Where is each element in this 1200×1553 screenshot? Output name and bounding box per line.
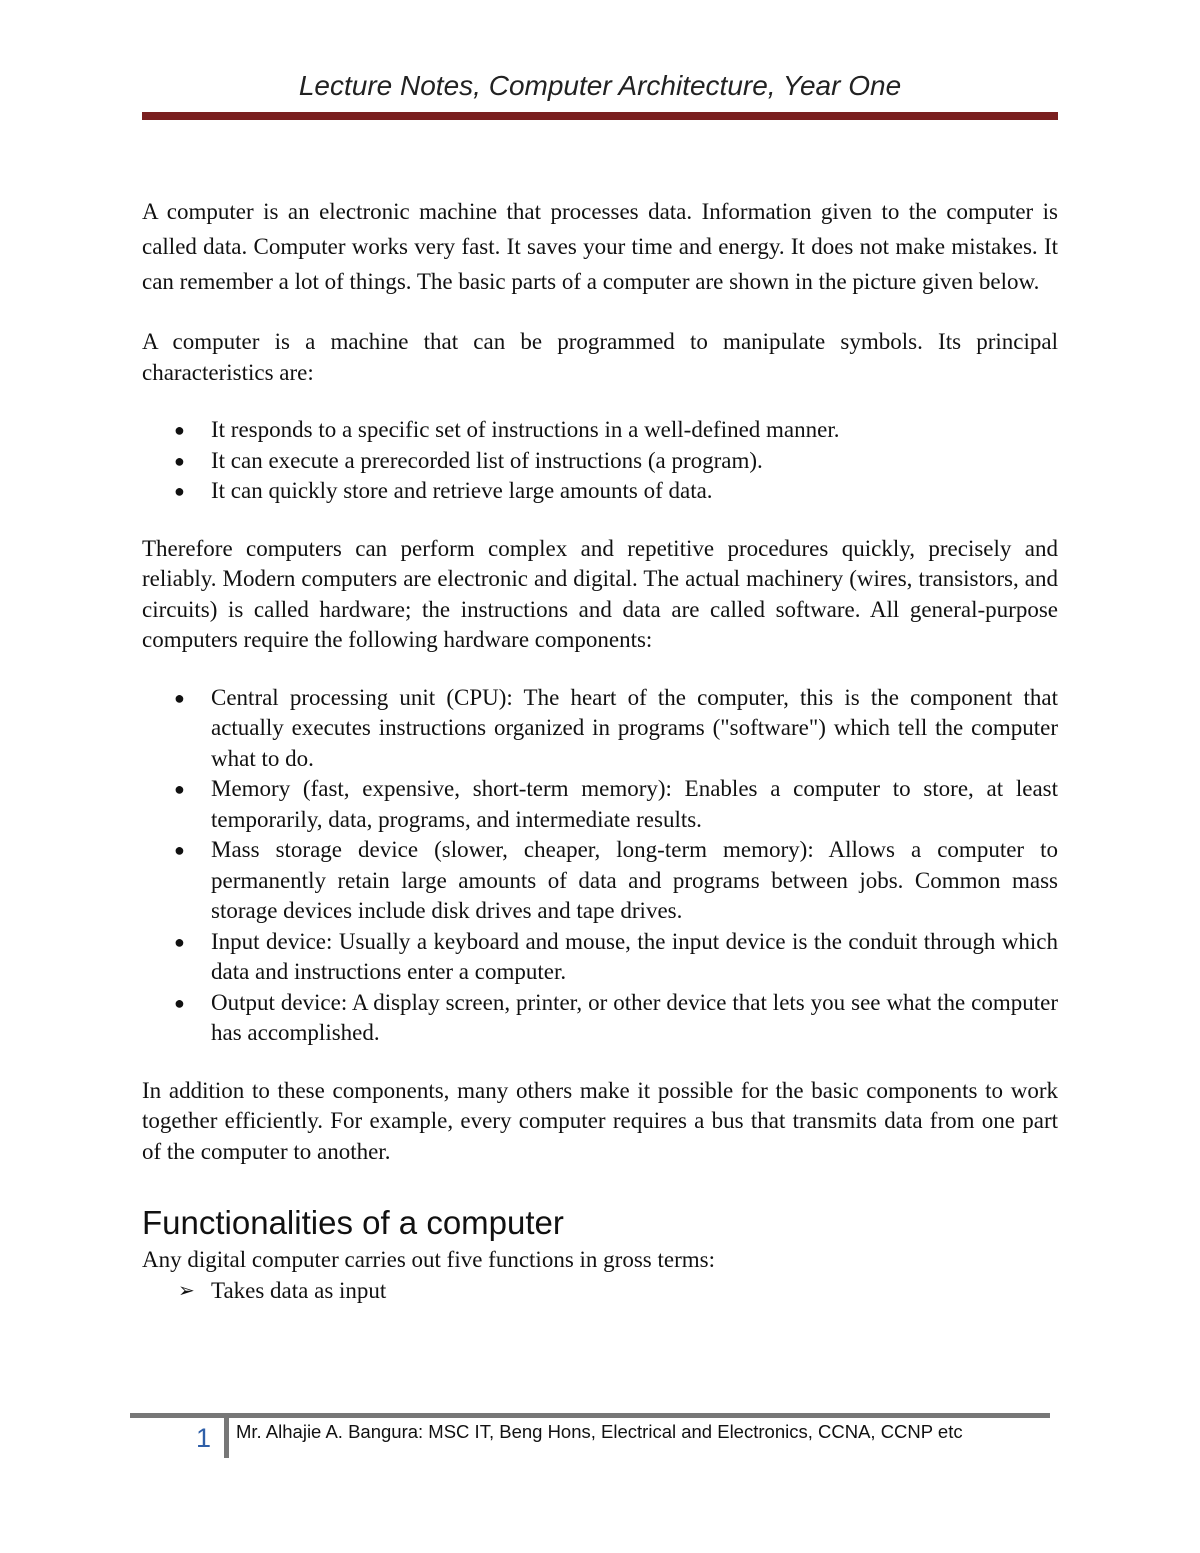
functions-list — [142, 1276, 1058, 1307]
header-rule — [142, 112, 1058, 120]
bullet-icon: ● — [174, 992, 185, 1013]
list-item: ● It responds to a specific set of instructions in a well-defined manner. — [142, 415, 1058, 446]
list-item: ● Mass storage device (slower, cheaper, long-term memory): Allows a computer to permanently retain large amounts of data and programs between jobs. Common mass storage devices include disk drives and tape drives. — [174, 837, 1058, 923]
hardware-paragraph: Therefore computers can perform complex and repetitive procedures quickly, precisely and reliably. Modern computers are electronic and digital. The actual machinery (wires, transistors, and circuits) is called hardware; the instructions and data are called software. All general-purpose computers require the following hardware components: — [142, 535, 1058, 652]
list-item: ● It can execute a prerecorded list of instructions (a program). — [142, 446, 1058, 477]
page-number: 1 — [196, 1423, 212, 1453]
page-header-title: Lecture Notes, Computer Architecture, Year One — [298, 70, 902, 101]
characteristics-list — [142, 415, 1058, 507]
addition-paragraph: In addition to these components, many others make it possible for the basic components to work together efficiently. For example, every computer requires a bus that transmits data from one part of the computer to another. — [142, 1077, 1058, 1164]
bullet-icon: ● — [174, 840, 185, 860]
footer-author: Mr. Alhajie A. Bangura: MSC IT, Beng Hons, Electrical and Electronics, CCNA, CCNP etc — [236, 1421, 963, 1442]
bullet-icon: ● — [174, 420, 185, 440]
section-intro: Any digital computer carries out five functions in gross terms: — [142, 1247, 715, 1272]
list-item: ● Input device: Usually a keyboard and mouse, the input device is the conduit through which data and instructions enter a computer. — [174, 928, 1058, 984]
bullet-icon: ● — [174, 450, 185, 471]
bullet-icon: ● — [174, 931, 185, 952]
section-heading: Functionalities of a computer — [142, 1204, 564, 1241]
arrow-bullet-icon: ➢ — [178, 1279, 195, 1302]
bullet-icon: ● — [174, 481, 185, 501]
footer-divider — [224, 1413, 229, 1458]
list-item: ● Output device: A display screen, printer, or other device that lets you see what the computer has accomplished. — [174, 989, 1058, 1045]
footer-rule — [130, 1413, 1050, 1418]
definition-paragraph: A computer is a machine that can be programmed to manipulate symbols. Its principal characteristics are: — [142, 329, 1058, 385]
list-item: ➢ Takes data as input — [142, 1276, 1058, 1307]
bullet-icon: ● — [174, 687, 185, 708]
bullet-icon: ● — [174, 779, 185, 799]
list-item: ● Central processing unit (CPU): The heart of the computer, this is the component that actually executes instructions organized in programs ("software") which tell the computer what to do. — [174, 684, 1058, 771]
document-body — [142, 194, 1058, 1306]
list-item: ● It can quickly store and retrieve large amounts of data. — [142, 476, 1058, 507]
components-list — [142, 683, 1058, 1049]
list-item: ● Memory (fast, expensive, short-term memory): Enables a computer to store, at least temporarily, data, programs, and intermediate results. — [174, 776, 1058, 832]
intro-paragraph: A computer is an electronic machine that processes data. Information given to the computer is called data. Computer works very fast. It saves your time and energy. It does not make mistakes. It can remember a lot of things. The basic parts of a computer are shown in the picture given below. — [142, 199, 1058, 294]
